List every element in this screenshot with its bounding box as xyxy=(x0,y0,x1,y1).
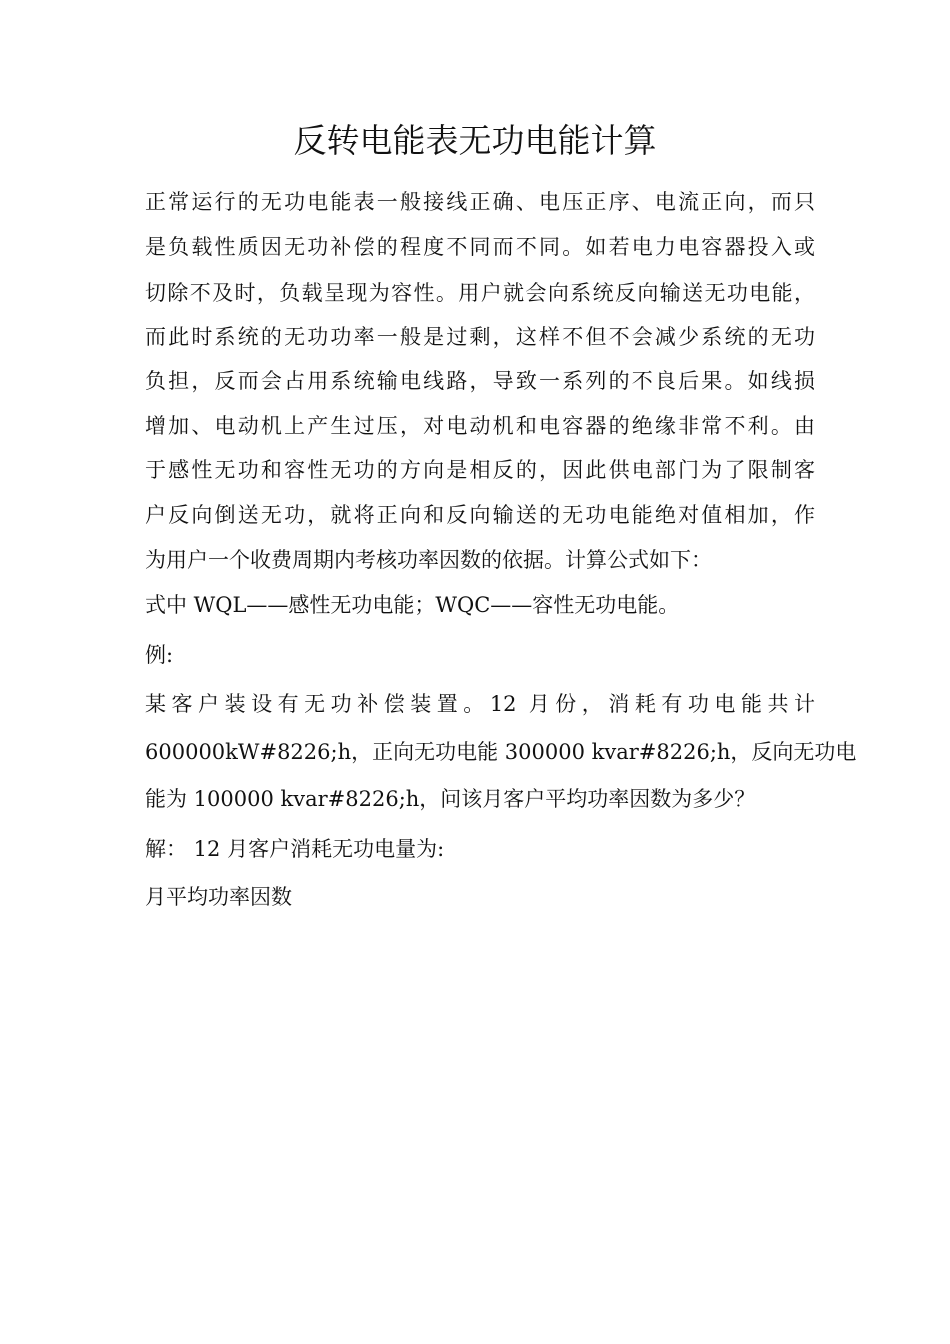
example-line: 600000kW#8226;h，正向无功电能 300000 kvar#8226;h，反向无功电 xyxy=(145,740,857,764)
formula-note-line: 式中 WQL——感性无功电能；WQC——容性无功电能。 xyxy=(145,593,680,617)
paragraph-line: 是负载性质因无功补偿的程度不同而不同。如若电力电容器投入或 xyxy=(145,235,815,259)
paragraph-line: 正常运行的无功电能表一般接线正确、电压正序、电流正向，而只 xyxy=(145,190,815,214)
example-line: 能为 100000 kvar#8226;h，问该月客户平均功率因数为多少？ xyxy=(145,787,756,811)
paragraph-line: 负担，反而会占用系统输电线路，导致一系列的不良后果。如线损 xyxy=(145,369,815,393)
paragraph-line: 而此时系统的无功功率一般是过剩，这样不但不会减少系统的无功 xyxy=(145,325,815,349)
solution-line: 月平均功率因数 xyxy=(145,885,292,909)
paragraph-line: 为用户一个收费周期内考核功率因数的依据。计算公式如下： xyxy=(145,548,712,572)
paragraph-line: 切除不及时，负载呈现为容性。用户就会向系统反向输送无功电能， xyxy=(145,281,815,305)
document-title: 反转电能表无功电能计算 xyxy=(293,121,657,160)
example-line: 某客户装设有无功补偿装置。12 月份，消耗有功电能共计 xyxy=(145,692,815,716)
paragraph-line: 于感性无功和容性无功的方向是相反的，因此供电部门为了限制客 xyxy=(145,458,815,482)
solution-line: 解： 12 月客户消耗无功电量为: xyxy=(145,837,445,861)
example-label: 例: xyxy=(145,643,174,667)
paragraph-line: 户反向倒送无功，就将正向和反向输送的无功电能绝对值相加，作 xyxy=(145,503,815,527)
paragraph-line: 增加、电动机上产生过压，对电动机和电容器的绝缘非常不利。由 xyxy=(145,414,815,438)
